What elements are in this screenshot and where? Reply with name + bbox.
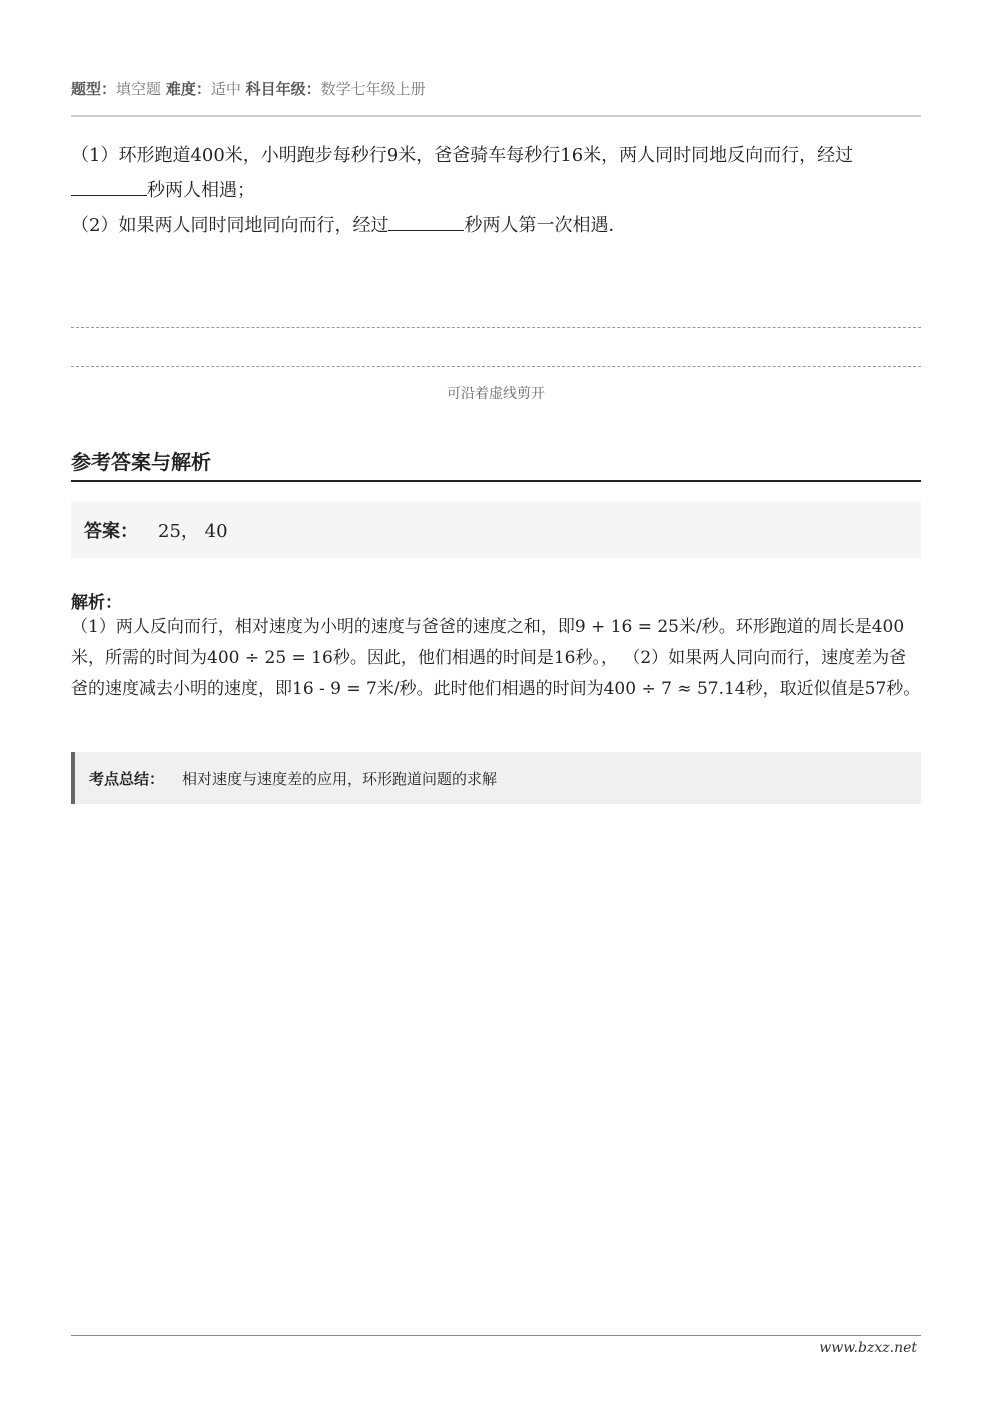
question-part-1 — [71, 138, 921, 208]
question-text: （1）环形跑道400米，小明跑步每秒行9米，爸爸骑车每秒行16米，两人同时同地反向而行，经过 — [71, 145, 854, 166]
type-label: 题型： — [71, 80, 117, 98]
answer-box — [71, 501, 921, 558]
cut-hint: 可沿着虚线剪开 — [447, 386, 545, 402]
difficulty-value: 适中 — [210, 80, 241, 98]
answer-blank — [71, 177, 147, 196]
question-part-2 — [71, 208, 921, 243]
divider — [71, 115, 921, 117]
difficulty-label: 难度： — [165, 80, 211, 98]
question-meta — [71, 78, 921, 99]
analysis-label: 解析： — [71, 593, 122, 613]
answer-value: 25， 40 — [158, 520, 228, 542]
summary-label: 考点总结： — [89, 769, 165, 788]
divider — [71, 480, 921, 482]
cut-line — [71, 327, 921, 328]
question-text: 秒两人第一次相遇． — [464, 215, 627, 236]
footer-site: www.bzxz.net — [819, 1340, 917, 1356]
section-title: 参考答案与解析 — [71, 450, 211, 474]
answer-label: 答案： — [84, 520, 138, 542]
subject-label: 科目年级： — [245, 80, 321, 98]
cut-line — [71, 366, 921, 367]
question-body — [71, 138, 921, 243]
subject-value: 数学七年级上册 — [320, 80, 426, 98]
footer-divider — [71, 1335, 921, 1336]
analysis-text: （1）两人反向而行，相对速度为小明的速度与爸爸的速度之和，即9 + 16 = 25米/秒。环形跑道的周长是400米，所需的时间为400 ÷ 25 = 16秒。因此，他们相遇的时间是16秒。， （2）如果两人同向而行，速度差为爸爸的速度减去小明的速度，即16 - 9 = 7米/秒。此时他们相遇的时间为400 ÷ 7 ≈ 57.14秒，取近似值是57秒。 — [71, 617, 921, 699]
answer-blank — [388, 212, 464, 231]
type-value: 填空题 — [116, 80, 162, 98]
summary-value: 相对速度与速度差的应用，环形跑道问题的求解 — [182, 769, 498, 788]
summary-box — [71, 752, 921, 804]
question-text: 秒两人相遇； — [147, 180, 255, 201]
question-text: （2）如果两人同时同地同向而行，经过 — [71, 215, 389, 236]
